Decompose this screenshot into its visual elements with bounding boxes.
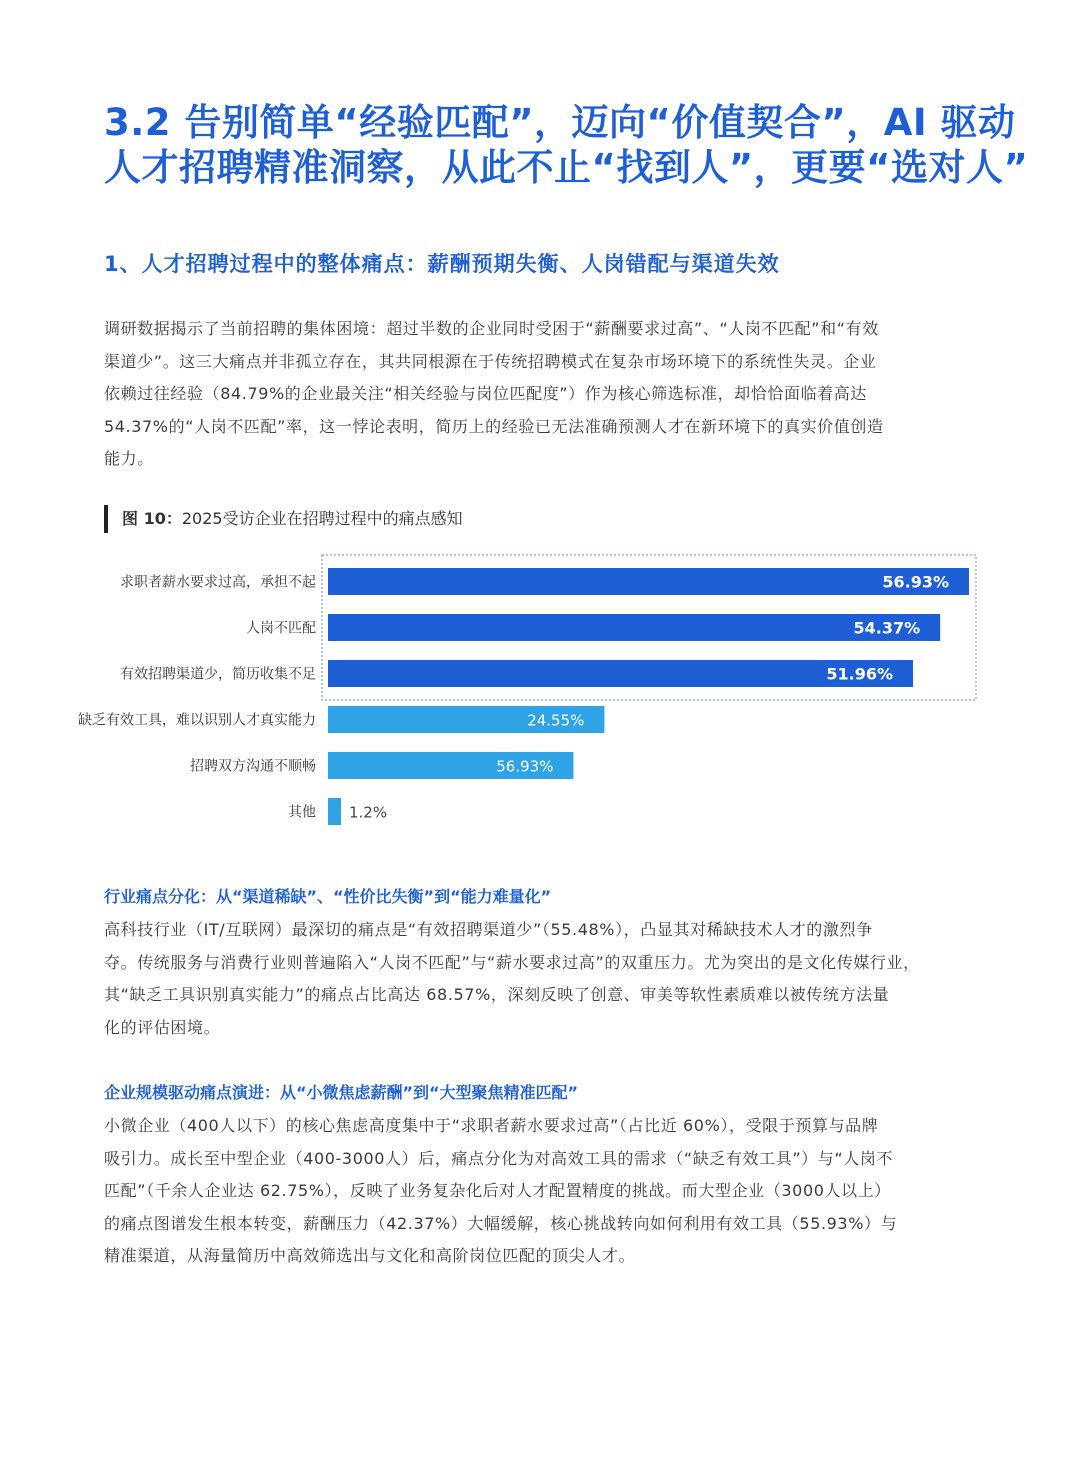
value-label: 1.2%: [349, 803, 388, 822]
page-title-line-2: 人才招聘精准洞察，从此不止“找到人”，更要“选对人”: [104, 146, 1029, 189]
paragraph-line: 匹配”（千余人企业达 62.75%），反映了业务复杂化后对人才配置精度的挑战。而大型企业（3000人以上）: [104, 1181, 891, 1200]
bar: [328, 614, 940, 641]
value-label: 51.96%: [826, 664, 894, 684]
figure-caption-text: 2025受访企业在招聘过程中的痛点感知: [181, 509, 463, 528]
value-label: 54.37%: [853, 618, 921, 638]
paragraph-line: 夺。传统服务与消费行业则普遍陷入“人岗不匹配”与“薪水要求过高”的双重压力。尤为突出的是文化传媒行业，: [104, 952, 920, 972]
category-label: 其他: [288, 804, 316, 821]
paragraph-line: 54.37%的“人岗不匹配”率，这一悖论表明，简历上的经验已无法准确预测人才在新环境下的真实价值创造: [104, 416, 884, 436]
category-label: 人岗不匹配: [246, 620, 316, 637]
paragraph-line: 调研数据揭示了当前招聘的集体困境：超过半数的企业同时受困于“薪酬要求过高”、“人岗不匹配”和“有效: [104, 319, 879, 338]
value-label: 56.93%: [882, 572, 949, 592]
bar: [328, 568, 969, 595]
bar: [328, 798, 341, 825]
industry-paragraph: [104, 914, 980, 1044]
paragraph-line: 依赖过往经验（84.79%的企业最关注“相关经验与岗位匹配度”）作为核心筛选标准，却恰恰面临着高达: [104, 384, 867, 403]
category-label: 有效招聘渠道少，简历收集不足: [120, 666, 316, 683]
industry-pain-points-heading: 行业痛点分化：从“渠道稀缺”、“性价比失衡”到“能力难量化”: [104, 887, 552, 906]
paragraph-line: 吸引力。成长至中型企业（400-3000人）后，痛点分化为对高效工具的需求（“缺乏有效工具”）与“人岗不: [104, 1148, 894, 1168]
paragraph-line: 的痛点图谱发生根本转变，薪酬压力（42.37%）大幅缓解，核心挑战转向如何利用有效工具（55.93%）与: [104, 1213, 898, 1233]
page-title: [104, 100, 1029, 190]
category-label: 招聘双方沟通不顺畅: [190, 758, 316, 775]
intro-paragraph: [104, 313, 980, 476]
category-label: 缺乏有效工具，难以识别人才真实能力: [78, 712, 316, 729]
value-label: 56.93%: [496, 757, 554, 776]
paragraph-line: 渠道少”。这三大痛点并非孤立存在，其共同根源在于传统招聘模式在复杂市场环境下的系统性失灵。企业: [104, 351, 877, 371]
paragraph-line: 化的评估困境。: [104, 1017, 221, 1037]
company-size-paragraph: [104, 1110, 980, 1273]
page-title-line-1: 3.2 告别简单“经验匹配”，迈向“价值契合”，AI 驱动: [104, 101, 1016, 144]
paragraph-line: 高科技行业（IT/互联网）最深切的痛点是“有效招聘渠道少”（55.48%），凸显其对稀缺技术人才的激烈争: [104, 920, 873, 939]
paragraph-line: 精准渠道，从海量简历中高效筛选出与文化和高阶岗位匹配的顶尖人才。: [104, 1246, 636, 1265]
bar: [328, 660, 913, 687]
section-heading-pain-points: 1、人才招聘过程中的整体痛点：薪酬预期失衡、人岗错配与渠道失效: [104, 252, 780, 276]
company-size-heading: 企业规模驱动痛点演进：从“小微焦虑薪酬”到“大型聚焦精准匹配”: [104, 1083, 579, 1102]
paragraph-line: 小微企业（400人以下）的核心焦虑高度集中于“求职者薪水要求过高”（占比近 60%），受限于预算与品牌: [104, 1116, 879, 1135]
category-label: 求职者薪水要求过高，承担不起: [120, 574, 316, 591]
paragraph-line: 能力。: [104, 449, 154, 468]
figure-number: 图 10：: [122, 509, 182, 528]
figure-caption: [104, 505, 463, 533]
paragraph-line: 其“缺乏工具识别真实能力”的痛点占比高达 68.57%，深刻反映了创意、审美等软性素质难以被传统方法量: [104, 985, 890, 1004]
pain-points-bar-chart: [0, 550, 1080, 840]
value-label: 24.55%: [527, 711, 585, 730]
